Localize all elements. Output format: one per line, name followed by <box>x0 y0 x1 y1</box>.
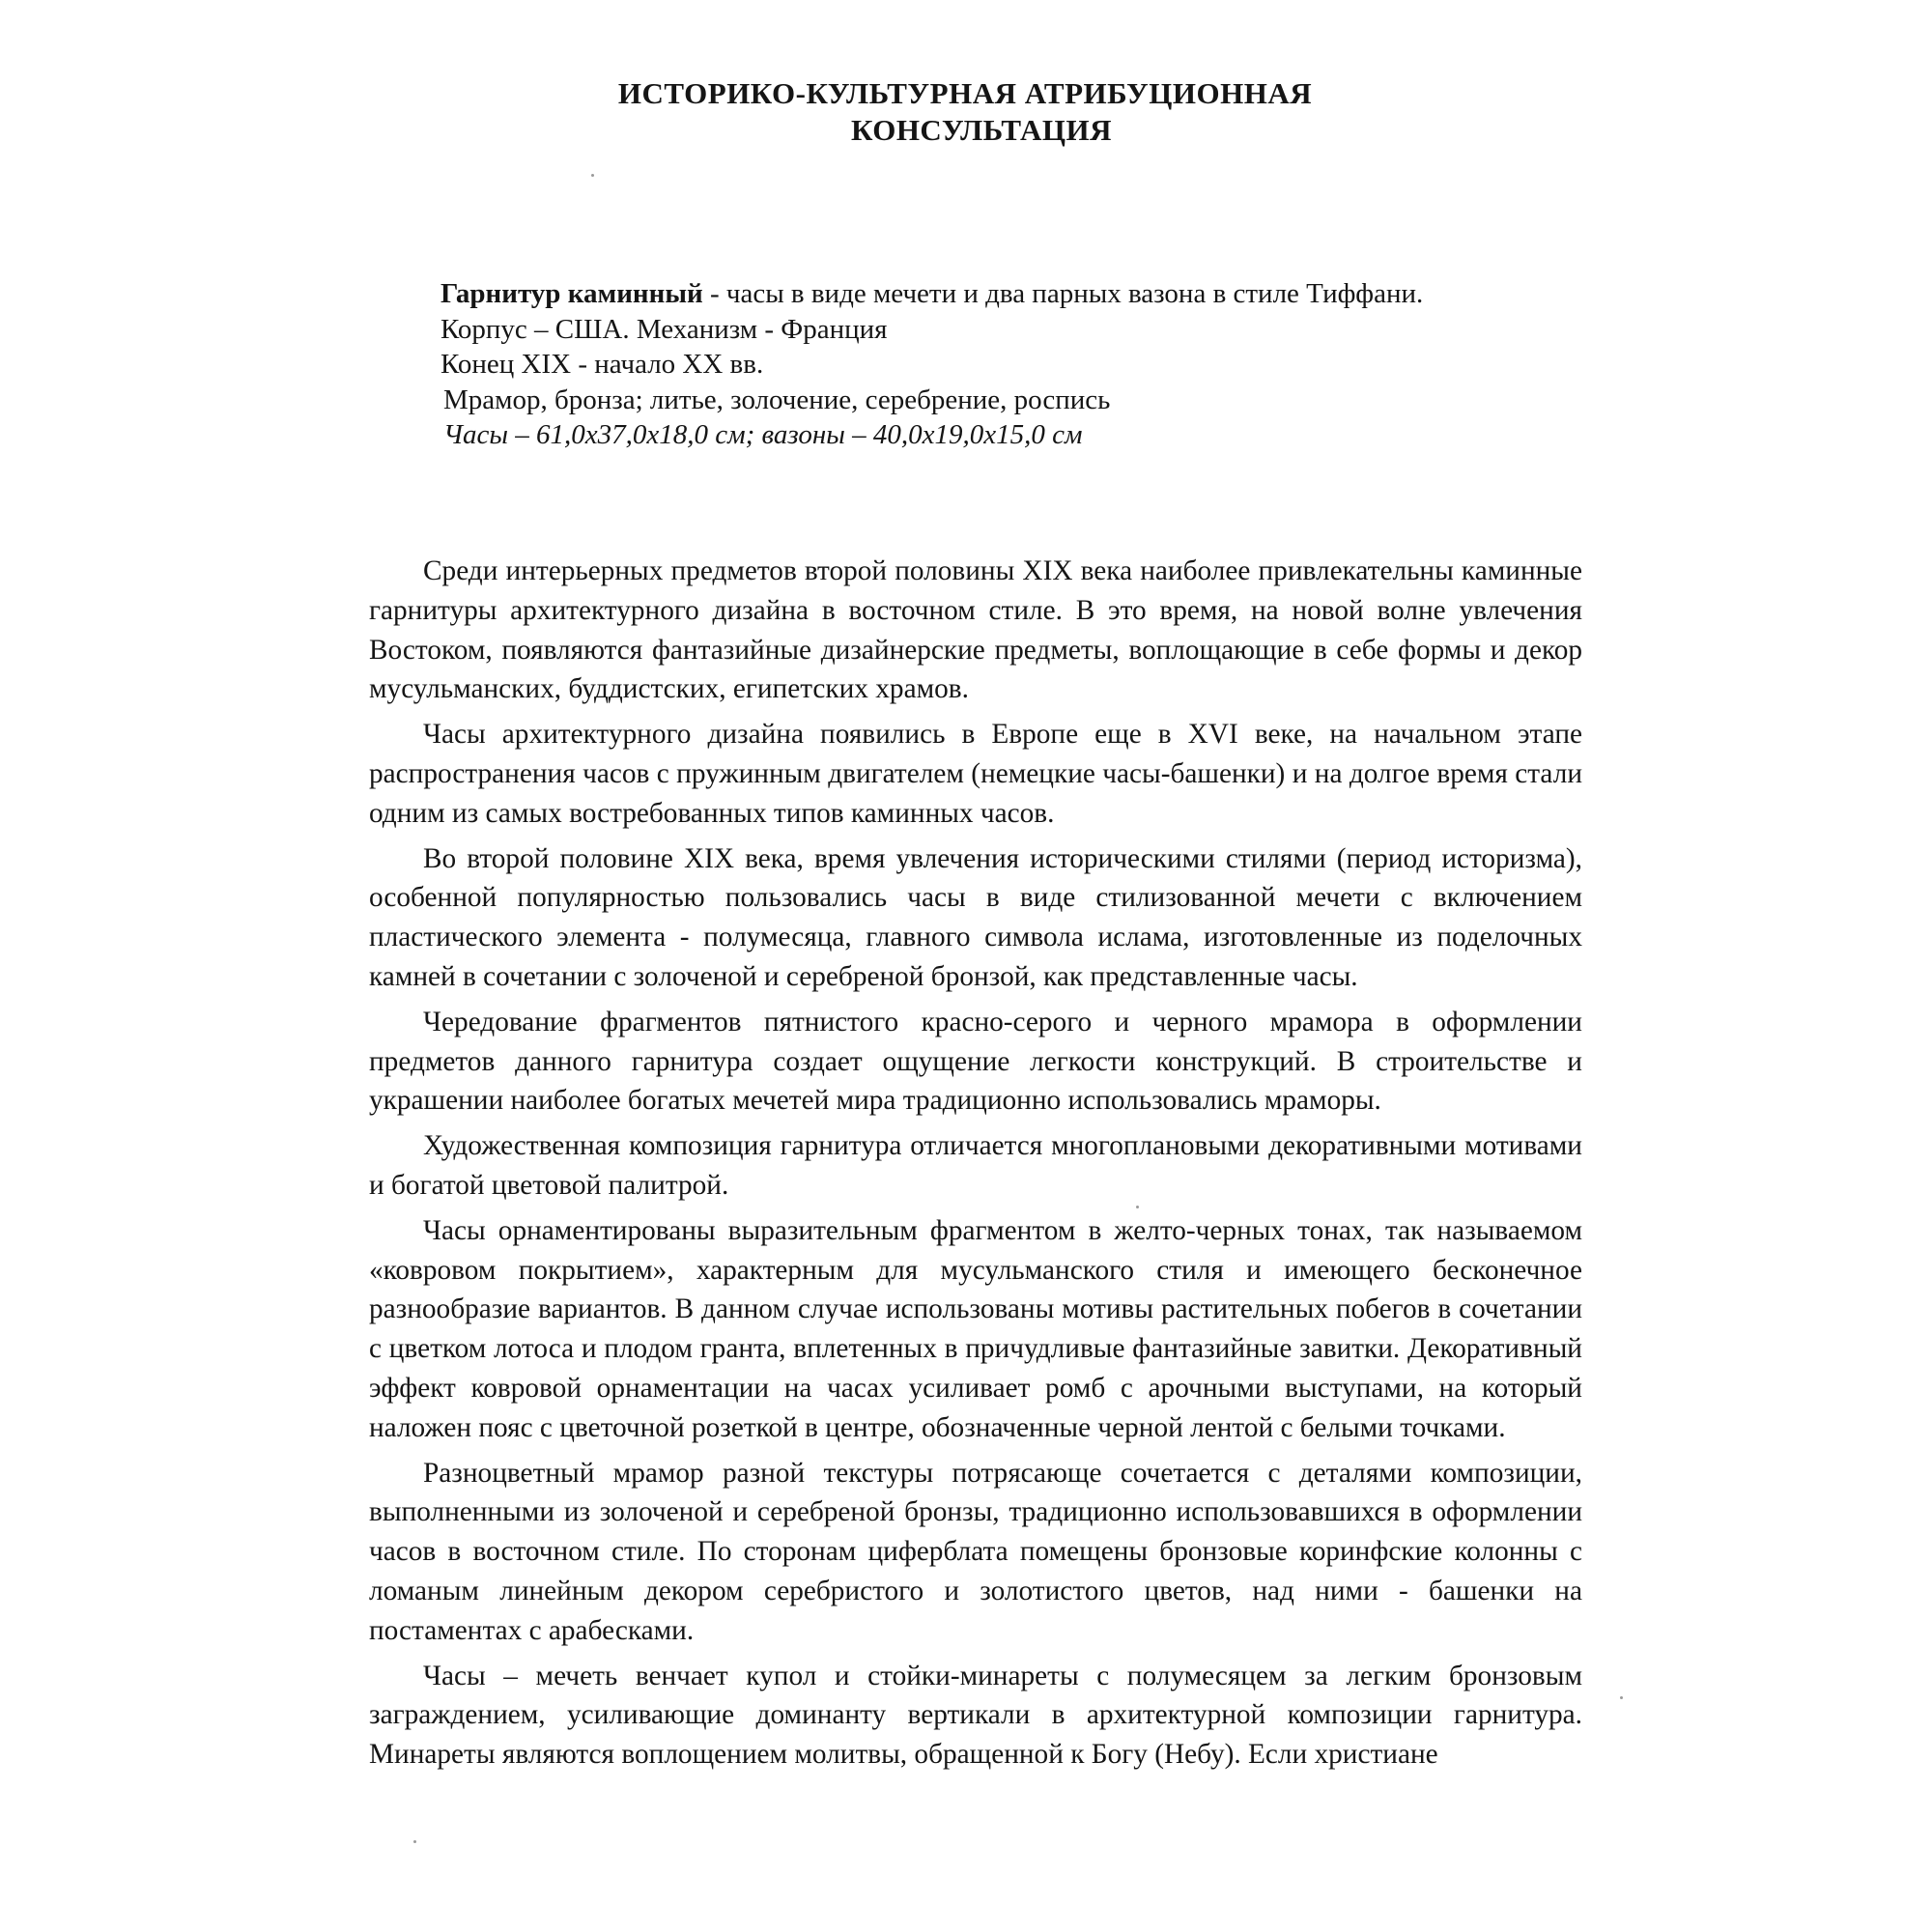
object-name-row <box>440 276 1600 312</box>
object-name: Гарнитур каминный <box>440 278 703 309</box>
object-description <box>440 276 1600 453</box>
object-summary: - часы в виде мечети и два парных вазона в стиле Тиффани. <box>702 278 1424 309</box>
scan-speck <box>1620 1696 1623 1699</box>
paragraph: Часы – мечеть венчает купол и стойки-минареты с полумесяцем за легким бронзовым заграждением, усиливающие доминанту вертикали в архитектурной композиции гарнитура. Минареты являются воплощением молитвы, обращенной к Богу (Небу). Если христиане <box>369 1660 1582 1771</box>
paragraph: Часы архитектурного дизайна появились в Европе еще в XVI веке, на начальном этапе распространения часов с пружинным двигателем (немецкие часы-башенки) и на долгое время стали одним из самых востребованных типов каминных часов. <box>369 719 1582 829</box>
object-origin: Корпус – США. Механизм - Франция <box>440 313 888 345</box>
title-line-1: ИСТОРИКО-КУЛЬТУРНАЯ АТРИБУЦИОННАЯ <box>617 76 1313 110</box>
document-title <box>0 75 1932 149</box>
scan-speck <box>591 174 594 177</box>
scan-speck <box>413 1840 416 1843</box>
paragraph: Разноцветный мрамор разной текстуры потрясающе сочетается с деталями композиции, выполненными из золоченой и серебреной бронзы, традиционно использовавшихся в оформлении часов в восточном стиле. По сторонам циферблата помещены бронзовые коринфские колонны с ломаным линейным декором серебристого и золотистого цветов, над ними - башенки на постаментах с арабесками. <box>369 1457 1582 1646</box>
scan-speck <box>1136 1206 1139 1208</box>
object-materials: Мрамор, бронза; литье, золочение, серебрение, роспись <box>443 384 1111 415</box>
object-dating: Конец XIX - начало XX вв. <box>440 349 764 380</box>
paragraph: Художественная композиция гарнитура отличается многоплановыми декоративными мотивами и богатой цветовой палитрой. <box>369 1130 1582 1201</box>
paragraph: Чередование фрагментов пятнистого красно-серого и черного мрамора в оформлении предметов данного гарнитура создает ощущение легкости конструкций. В строительстве и украшении наиболее богатых мечетей мира традиционно использовались мраморы. <box>369 1006 1582 1117</box>
object-dimensions: Часы – 61,0х37,0х18,0 см; вазоны – 40,0х19,0х15,0 см <box>443 419 1083 450</box>
paragraph: Во второй половине XIX века, время увлечения историческими стилями (период историзма), особенной популярностью пользовались часы в виде стилизованной мечети с включением пластического элемента - полумесяца, главного символа ислама, изготовленные из поделочных камней в сочетании с золоченой и серебреной бронзой, как представленные часы. <box>369 842 1582 992</box>
title-line-2: КОНСУЛЬТАЦИЯ <box>851 113 1112 147</box>
paragraph: Часы орнаментированы выразительным фрагментом в желто-черных тонах, так называемом «ковровом покрытием», характерным для мусульманского стиля и имеющего бесконечное разнообразие вариантов. В данном случае использованы мотивы растительных побегов в сочетании с цветком лотоса и плодом гранта, вплетенных в причудливые фантазийные завитки. Декоративный эффект ковровой орнаментации на часах усиливает ромб с арочными выступами, на который наложен пояс с цветочной розеткой в центре, обозначенные черной лентой с белыми точками. <box>369 1214 1582 1443</box>
paragraph: Среди интерьерных предметов второй половины XIX века наиболее привлекательны каминные гарнитуры архитектурного дизайна в восточном стиле. В это время, на новой волне увлечения Востоком, появляются фантазийные дизайнерские предметы, воплощающие в себе формы и декор мусульманских, буддистских, египетских храмов. <box>369 555 1582 705</box>
document-body <box>369 552 1582 1775</box>
